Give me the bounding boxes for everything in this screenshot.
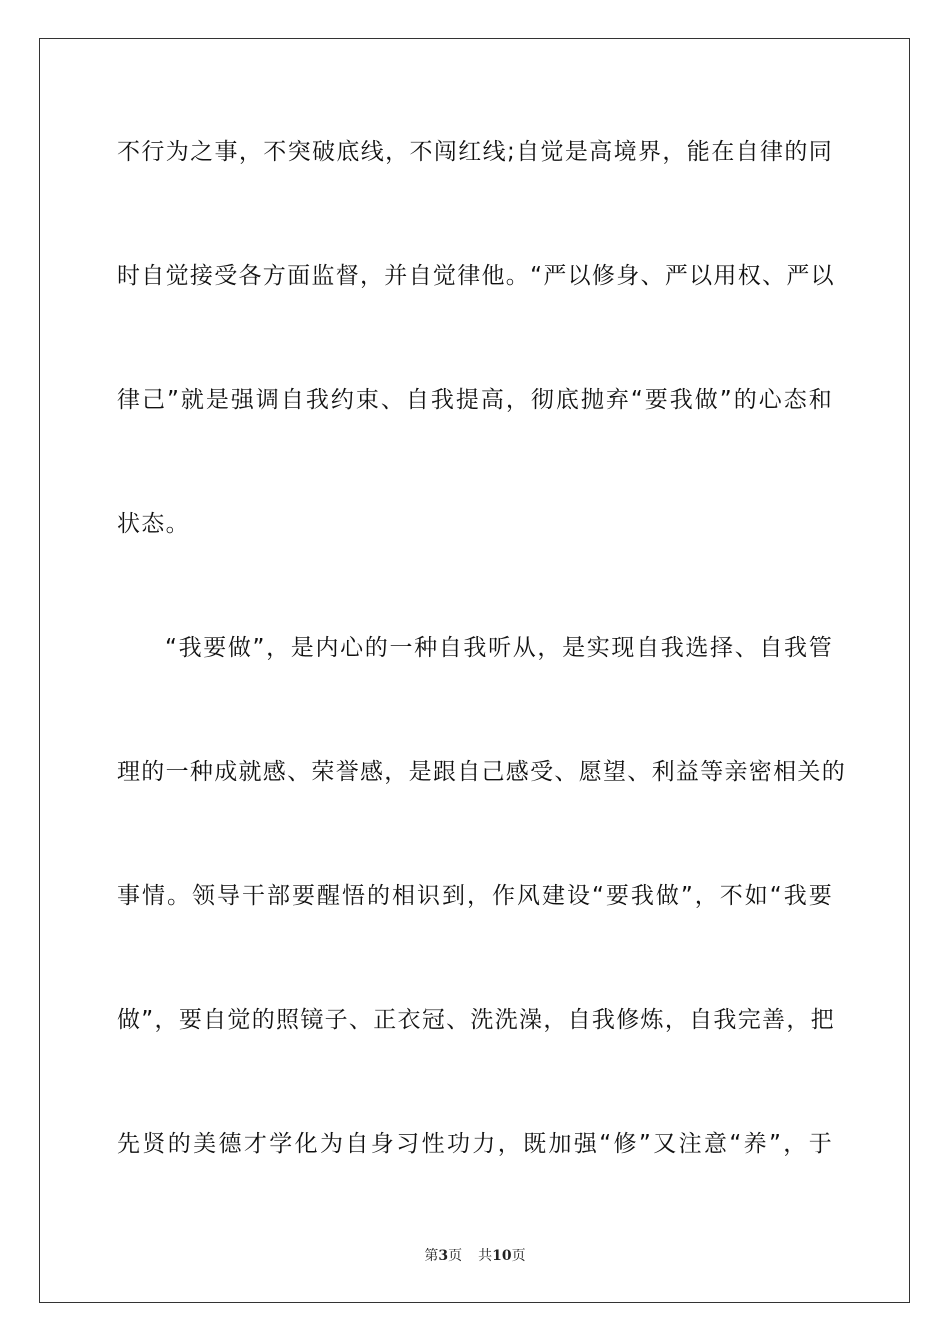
paragraph-2-line-2: 理的一种成就感、荣誉感，是跟自己感受、愿望、利益等亲密相关的	[117, 759, 846, 785]
paragraph-1-line-2: 时自觉接受各方面监督，并自觉律他。“严以修身、严以用权、严以	[117, 263, 835, 289]
paragraph-2-line-5: 先贤的美德才学化为自身习性功力，既加强“修”又注意“养”，于	[117, 1131, 833, 1157]
paragraph-1-line-3: 律己”就是强调自我约束、自我提高，彻底抛弃“要我做”的心态和	[117, 387, 833, 413]
paragraph-2-line-1: “我要做”，是内心的一种自我听从，是实现自我选择、自我管	[165, 635, 833, 661]
page-border	[39, 38, 910, 1303]
paragraph-1-line-4: 状态。	[117, 511, 190, 537]
paragraph-1-line-1: 不行为之事，不突破底线，不闯红线;自觉是高境界，能在自律的同	[117, 139, 833, 165]
total-pages: 10	[492, 1248, 512, 1264]
page-number: 3	[438, 1248, 449, 1264]
total-suffix: 页	[511, 1248, 526, 1264]
page-footer	[0, 1246, 950, 1266]
total-prefix: 共	[478, 1248, 493, 1264]
paragraph-2-line-3: 事情。领导干部要醒悟的相识到，作风建设“要我做”，不如“我要	[117, 883, 833, 909]
paragraph-2-line-4: 做”，要自觉的照镜子、正衣冠、洗洗澡，自我修炼，自我完善，把	[117, 1007, 835, 1033]
page-prefix: 第	[424, 1248, 439, 1264]
page-suffix: 页	[448, 1248, 463, 1264]
